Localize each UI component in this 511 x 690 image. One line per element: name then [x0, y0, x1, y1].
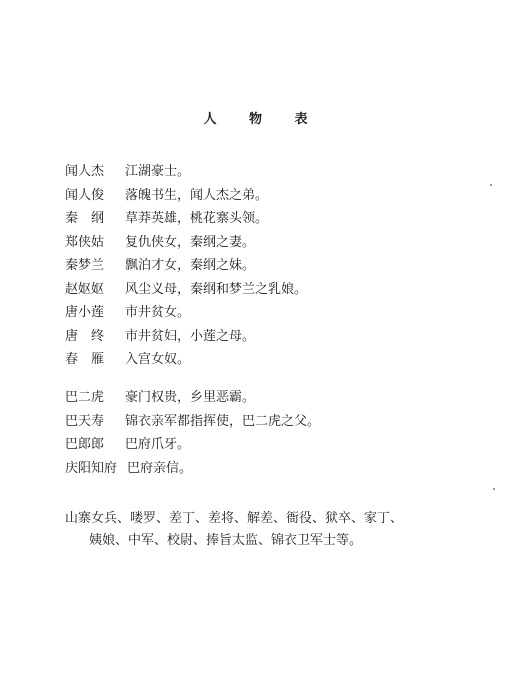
- cast-group-antagonists: [65, 386, 485, 480]
- character-name: 闻人俊: [65, 187, 105, 203]
- cast-row: [65, 231, 485, 255]
- character-description: 草莽英雄，桃花寨头领。: [125, 211, 269, 226]
- character-description: 落魄书生，闻人杰之弟。: [125, 187, 269, 203]
- character-description: 市井贫女。: [125, 305, 191, 320]
- character-description: 巴府爪牙。: [125, 437, 191, 452]
- cast-row: [65, 325, 485, 349]
- cast-row: [65, 433, 485, 457]
- cast-row: [65, 457, 485, 481]
- character-name: 秦 纲: [65, 211, 105, 226]
- character-name: 郑侠姑: [65, 234, 105, 250]
- cast-row: [65, 184, 485, 208]
- character-description: 入宫女奴。: [125, 352, 191, 367]
- character-description: 飘泊才女，秦纲之妹。: [125, 258, 256, 273]
- character-name: 赵妪妪: [65, 281, 105, 297]
- print-speck: [490, 184, 492, 186]
- character-name: 闻人杰: [65, 164, 105, 179]
- cast-row: [65, 207, 485, 231]
- cast-row: [65, 348, 485, 372]
- cast-row: [65, 386, 485, 410]
- cast-row: [65, 410, 485, 434]
- character-name: 秦梦兰: [65, 258, 105, 273]
- cast-row: [65, 301, 485, 325]
- character-description: 复仇侠女，秦纲之妻。: [125, 234, 256, 250]
- page-title: 人 物 表: [203, 112, 322, 127]
- character-name: 唐 终: [65, 328, 105, 344]
- cast-group-protagonists: [65, 160, 485, 372]
- character-name: 巴天寿: [65, 413, 105, 429]
- minor-roles: [65, 508, 465, 552]
- character-name: 庆阳知府: [65, 460, 118, 476]
- character-name: 春 雁: [65, 352, 105, 367]
- minor-roles-line: 山寨女兵、喽罗、差丁、差将、解差、衙役、狱卒、家丁、: [65, 511, 404, 526]
- character-description: 江湖豪士。: [125, 164, 191, 179]
- cast-row: [65, 160, 485, 184]
- character-description: 市井贫妇，小莲之母。: [125, 328, 256, 344]
- print-speck: [493, 488, 495, 490]
- character-description: 巴府亲信。: [127, 460, 193, 476]
- cast-row: [65, 254, 485, 278]
- character-name: 巴二虎: [65, 390, 105, 405]
- cast-row: [65, 278, 485, 302]
- character-description: 风尘义母，秦纲和梦兰之乳娘。: [125, 281, 308, 297]
- character-name: 唐小莲: [65, 305, 105, 320]
- character-description: 豪门权贵，乡里恶霸。: [125, 390, 256, 405]
- character-description: 锦衣亲军都指挥使，巴二虎之父。: [125, 413, 321, 429]
- character-name: 巴郎郎: [65, 437, 105, 452]
- minor-roles-line: 姨娘、中军、校尉、捧旨太监、锦衣卫军士等。: [89, 533, 363, 548]
